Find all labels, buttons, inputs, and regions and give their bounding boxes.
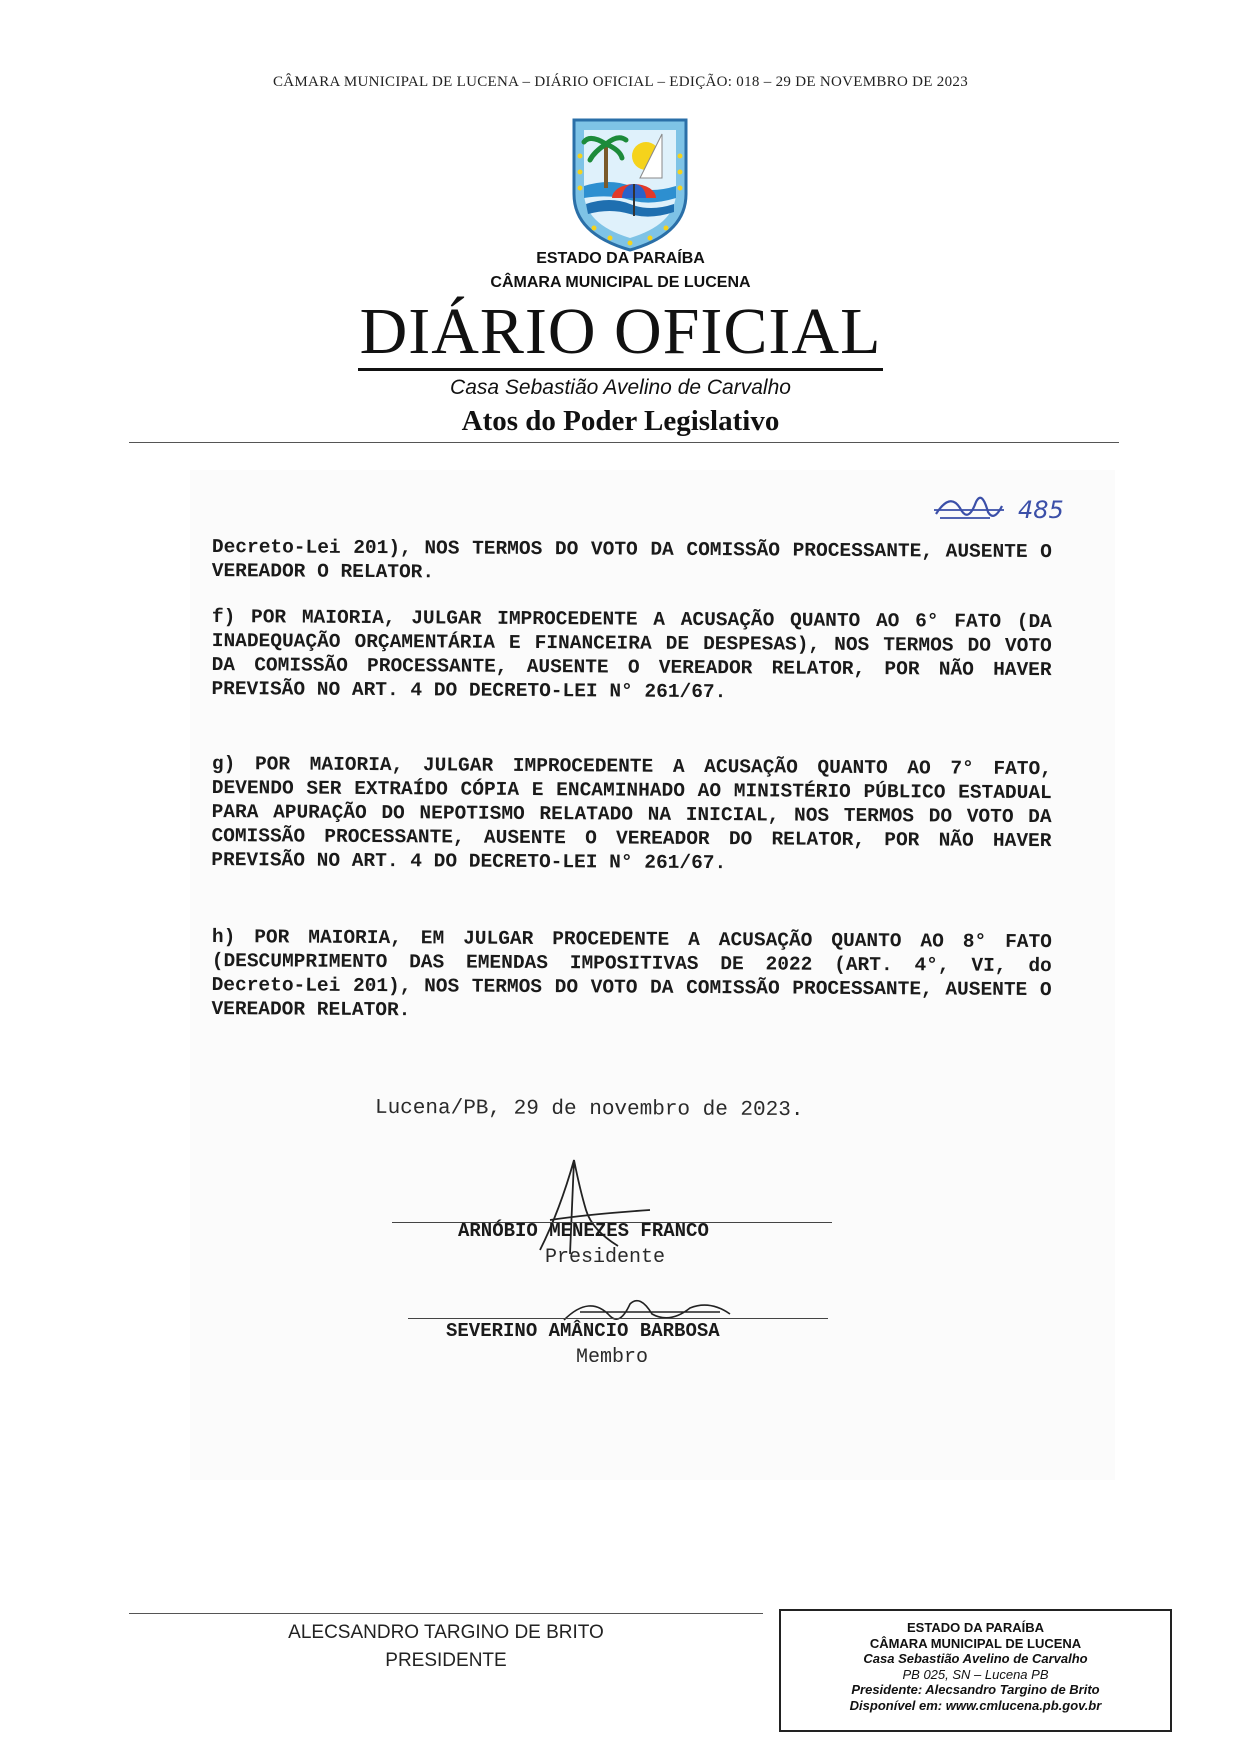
- handwritten-signature: [530, 1150, 660, 1260]
- signatory-name: SEVERINO AMÂNCIO BARBOSA: [446, 1320, 720, 1342]
- signatory-role: Presidente: [545, 1246, 666, 1269]
- masthead-chamber: CÂMARA MUNICIPAL DE LUCENA: [490, 274, 751, 291]
- masthead-title: [0, 296, 1241, 368]
- act-paragraph-g: g) POR MAIORIA, JULGAR IMPROCEDENTE A ACUSAÇÃO QUANTO AO 7° FATO, DEVENDO SER EXTRAÍDO CÓPIA E ENCAMINHADO AO MINISTÉRIO PÚBLICO ESTADUAL PARA APURAÇÃO DO NEPOTISMO RELATADO NA INICIAL, NOS TERMOS DO VOTO DA COMISSÃO PROCESSANTE, AUSENTE O VEREADOR DO RELATOR, POR NÃO HAVER PREVISÃO NO ART. 4 DO DECRETO-LEI N° 261/67.: [211, 753, 1052, 875]
- footer-president-title: PRESIDENTE: [385, 1650, 507, 1671]
- folio-number: 485: [1018, 496, 1064, 524]
- footer-divider: [129, 1613, 763, 1614]
- act-paragraph-continuation: Decreto-Lei 201), NOS TERMOS DO VOTO DA COMISSÃO PROCESSANTE, AUSENTE O VEREADOR O RELATOR.: [211, 536, 1052, 584]
- signature-line: [408, 1318, 828, 1319]
- footer-box-website: Disponível em: www.cmlucena.pb.gov.br: [849, 1697, 1102, 1713]
- footer-box-house: Casa Sebastião Avelino de Carvalho: [863, 1651, 1088, 1666]
- header-divider: [129, 442, 1119, 443]
- municipal-crest-logo: [570, 116, 690, 254]
- masthead-house: Casa Sebastião Avelino de Carvalho: [450, 376, 791, 399]
- footer-president-name: ALECSANDRO TARGINO DE BRITO: [288, 1622, 604, 1643]
- signatory-name: ARNÓBIO MENEZES FRANCO: [458, 1220, 709, 1242]
- handwritten-folio-stamp: [930, 484, 1090, 532]
- running-header: CÂMARA MUNICIPAL DE LUCENA – DIÁRIO OFICIAL – EDIÇÃO: 018 – 29 DE NOVEMBRO DE 2023: [272, 74, 969, 90]
- act-paragraph-h: h) POR MAIORIA, EM JULGAR PROCEDENTE A ACUSAÇÃO QUANTO AO 8° FATO (DESCUMPRIMENTO DAS EMENDAS IMPOSITIVAS DE 2022 (ART. 4°, VI, do Decreto-Lei 201), NOS TERMOS DO VOTO DA COMISSÃO PROCESSANTE, AUSENTE O VEREADOR RELATOR.: [211, 926, 1052, 1022]
- footer-contact-box: [779, 1609, 1172, 1732]
- act-paragraph-f: f) POR MAIORIA, JULGAR IMPROCEDENTE A ACUSAÇÃO QUANTO AO 6° FATO (DA INADEQUAÇÃO ORÇAMENTÁRIA E FINANCEIRA DE DESPESAS), NOS TERMOS DO VOTO DA COMISSÃO PROCESSANTE, AUSENTE O VEREADOR RELATOR, POR NÃO HAVER PREVISÃO NO ART. 4 DO DECRETO-LEI N° 261/67.: [211, 606, 1052, 704]
- place-and-date: Lucena/PB, 29 de novembro de 2023.: [374, 1096, 804, 1123]
- footer-box-address: PB 025, SN – Lucena PB: [902, 1666, 1049, 1682]
- footer-box-president: Presidente: Alecsandro Targino de Brito: [851, 1682, 1100, 1697]
- footer-box-chamber: CÂMARA MUNICIPAL DE LUCENA: [869, 1635, 1082, 1651]
- section-title: Atos do Poder Legislativo: [461, 405, 780, 437]
- masthead-state: ESTADO DA PARAÍBA: [536, 250, 705, 267]
- masthead-title-text: DIÁRIO OFICIAL: [358, 295, 884, 371]
- signatory-role: Membro: [576, 1346, 649, 1369]
- footer-box-state: ESTADO DA PARAÍBA: [907, 1620, 1044, 1635]
